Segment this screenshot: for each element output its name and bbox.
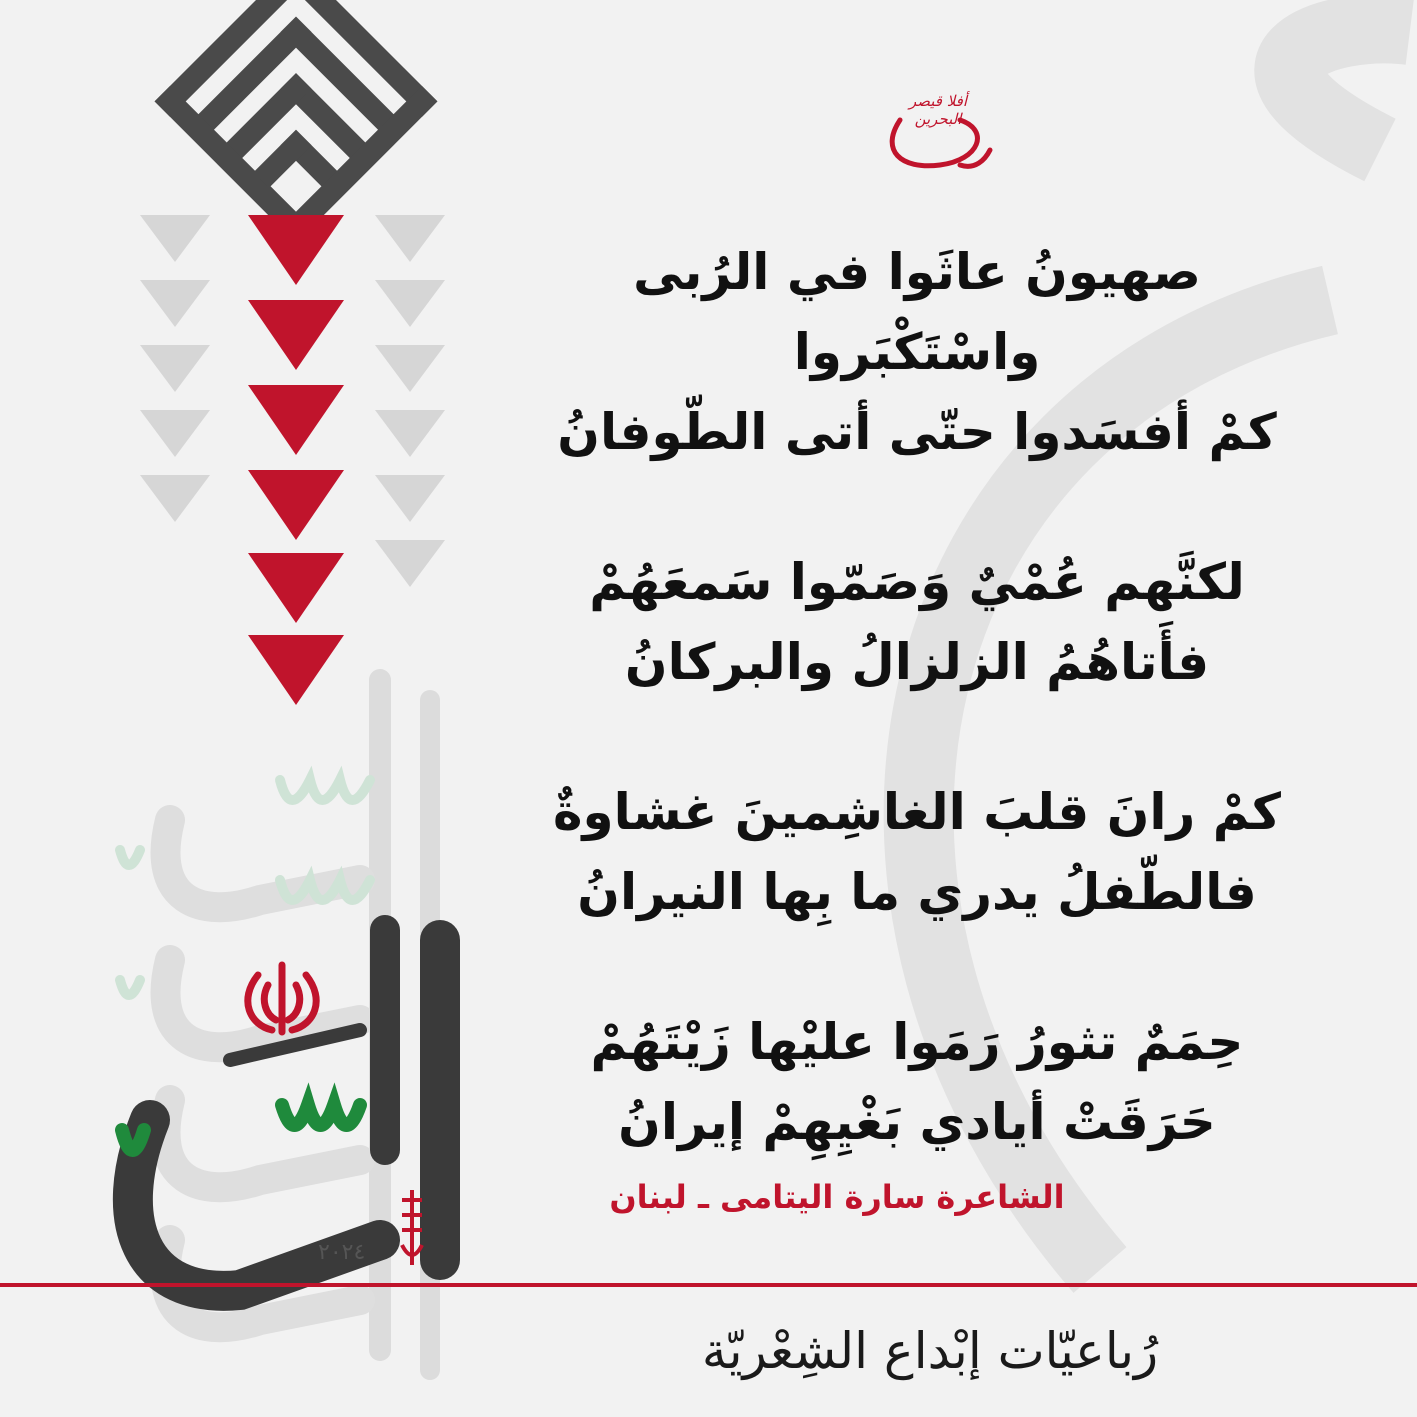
vertical-calligraphy <box>402 1190 422 1265</box>
poem-line: حِمَمٌ تثورُ رَمَوا عليْها زَيْتَهُمْ <box>590 1013 1244 1071</box>
kufic-calligraphy-pattern <box>155 0 438 243</box>
poem-line: فالطّفلُ يدري ما بِها النيرانُ <box>577 863 1257 921</box>
poem-stanza <box>537 542 1297 702</box>
poem-stanza <box>537 1002 1297 1162</box>
poem-line: صهيونُ عاثَوا في الرُبى واسْتَكْبَروا <box>633 243 1201 381</box>
poem-stanza <box>537 772 1297 932</box>
gray-triangles-left <box>140 215 210 522</box>
red-triangles <box>248 215 344 705</box>
signature-logo-text: أفلا قيصر البحرين <box>908 92 968 128</box>
poem-stanza <box>537 232 1297 472</box>
poem-line: كمْ أفسَدوا حتّى أتى الطّوفانُ <box>557 403 1277 461</box>
poem-line: لكنَّهم عُمْيٌ وَصَمّوا سَمعَهُمْ <box>589 553 1245 611</box>
poet-credit: الشاعرة سارة اليتامى ـ لبنان <box>609 1178 1065 1216</box>
poem-line: فأَتاهُمُ الزلزالُ والبركانُ <box>624 633 1210 691</box>
down-triangle-column <box>140 215 445 705</box>
series-title: رُباعيّات إبْداع الشِعْريّة <box>701 1322 1159 1380</box>
poem-line: كمْ رانَ قلبَ الغاشِمينَ غشاوةٌ <box>552 783 1281 841</box>
year-label: ٢٠٢٤ <box>318 1240 366 1265</box>
gray-triangles-right <box>375 215 445 587</box>
iran-emblem-icon <box>248 965 316 1032</box>
poem <box>537 232 1297 1162</box>
poem-line: حَرَقَتْ أيادي بَغْيِهِمْ إيرانُ <box>618 1093 1216 1151</box>
